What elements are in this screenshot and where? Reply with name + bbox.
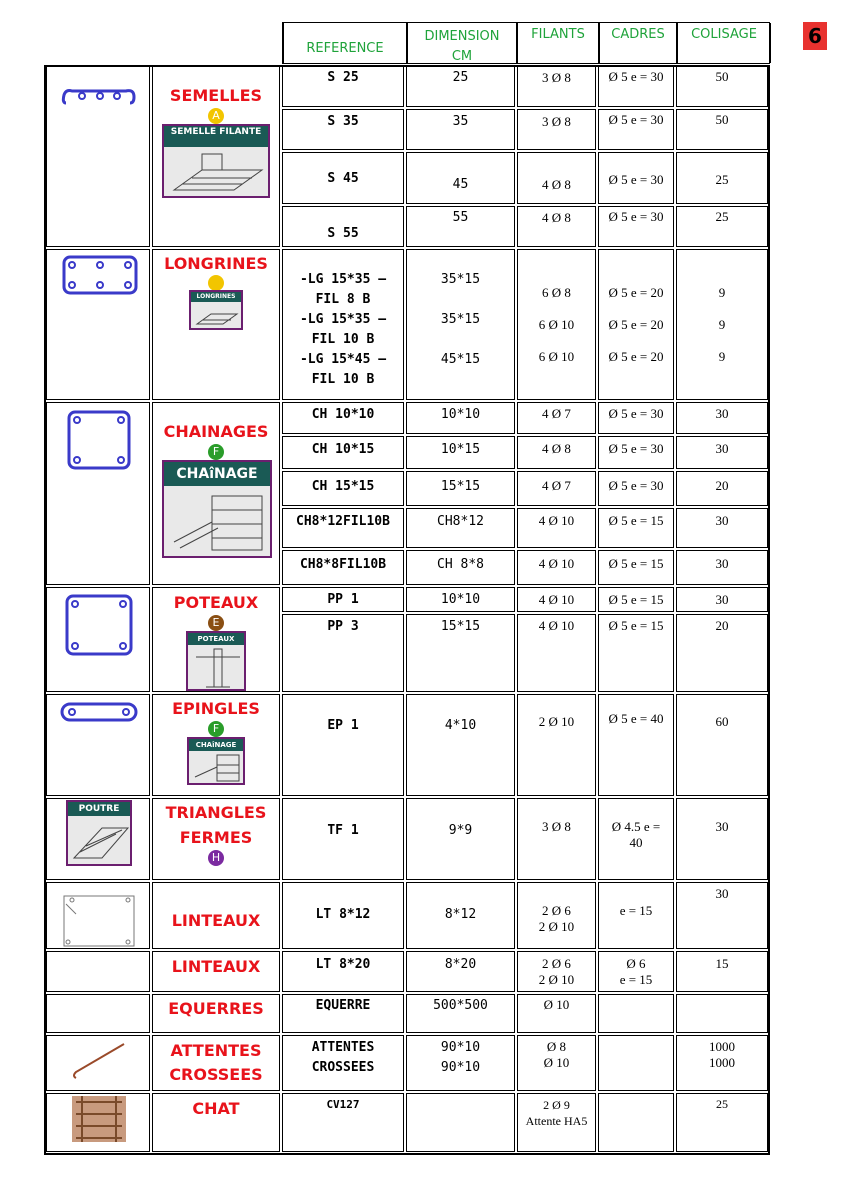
attentes-dim-1: 90*10 bbox=[440, 1060, 481, 1075]
ch88-cadres: Ø 5 e = 15 bbox=[608, 556, 664, 571]
lg-colisage-2: 9 bbox=[718, 349, 726, 364]
ch1515-colisage: 20 bbox=[715, 478, 729, 493]
poteau-icon bbox=[63, 592, 135, 658]
chat-photo-icon bbox=[72, 1096, 126, 1142]
ch1515-dim: 15*15 bbox=[440, 479, 481, 494]
lt820-filants-0: 2 Ø 6 bbox=[542, 956, 571, 971]
dim-cell bbox=[406, 1093, 515, 1152]
category-fermes: FERMES bbox=[179, 828, 253, 847]
lt820-filants-1: 2 Ø 10 bbox=[538, 972, 575, 987]
ch1010-ref: CH 10*10 bbox=[311, 407, 375, 422]
lg-filants-2: 6 Ø 10 bbox=[538, 349, 575, 364]
lt820-cadres-1: e = 15 bbox=[619, 972, 653, 987]
col-cell bbox=[676, 798, 768, 880]
fil-cell bbox=[517, 694, 596, 796]
category-attentes: ATTENTES bbox=[170, 1041, 262, 1060]
poteaux-thumbnail: POTEAUX bbox=[186, 631, 246, 691]
ch1010-filants: 4 Ø 7 bbox=[542, 406, 571, 421]
s55-dim: 55 bbox=[452, 210, 469, 225]
s25-cadres: Ø 5 e = 30 bbox=[608, 69, 664, 84]
ch88-filants: 4 Ø 10 bbox=[538, 556, 575, 571]
icon-cell bbox=[46, 994, 150, 1033]
pp1-dim: 10*10 bbox=[440, 592, 481, 607]
category-poteaux: POTEAUX bbox=[173, 593, 259, 612]
ch1015-colisage: 30 bbox=[715, 441, 729, 456]
longrine-icon bbox=[60, 253, 140, 297]
category-semelles: SEMELLES bbox=[169, 86, 263, 105]
col-cell bbox=[676, 994, 768, 1033]
pp3-colisage: 20 bbox=[715, 618, 729, 633]
linteau-icon bbox=[60, 892, 138, 950]
s35-dim: 35 bbox=[452, 114, 469, 129]
ch1015-cadres: Ø 5 e = 30 bbox=[608, 441, 664, 456]
cv127-colisage: 25 bbox=[716, 1097, 728, 1111]
lg-ref-5: FIL 10 B bbox=[311, 372, 375, 387]
badge-longrines bbox=[208, 275, 224, 291]
longrines-thumbnail: LONGRINES bbox=[189, 290, 243, 330]
s35-cadres: Ø 5 e = 30 bbox=[608, 112, 664, 127]
s45-cadres: Ø 5 e = 30 bbox=[608, 172, 664, 187]
tf1-colisage: 30 bbox=[715, 819, 729, 834]
header-dimension: DIMENSION CM bbox=[407, 23, 517, 63]
col-cell bbox=[676, 694, 768, 796]
ch1515-ref: CH 15*15 bbox=[311, 479, 375, 494]
s35-ref: S 35 bbox=[327, 114, 359, 129]
ch812-ref: CH8*12FIL10B bbox=[296, 514, 390, 529]
s25-filants: 3 Ø 8 bbox=[542, 70, 571, 85]
dim-cell bbox=[406, 694, 515, 796]
epingle-icon bbox=[58, 700, 140, 724]
s45-dim: 45 bbox=[452, 177, 469, 192]
equerre-filants: Ø 10 bbox=[543, 997, 570, 1012]
attentes-ref-0: ATTENTES bbox=[311, 1040, 375, 1055]
pp1-colisage: 30 bbox=[715, 592, 729, 607]
semelle-icon bbox=[60, 85, 138, 107]
ch1515-cadres: Ø 5 e = 30 bbox=[608, 478, 664, 493]
lg-ref-0: -LG 15*35 – bbox=[299, 272, 387, 287]
ep1-cadres: Ø 5 e = 40 bbox=[608, 711, 664, 726]
category-longrines: LONGRINES bbox=[164, 254, 268, 273]
lt820-colisage: 15 bbox=[715, 956, 729, 971]
s55-filants: 4 Ø 8 bbox=[542, 210, 571, 225]
ch1015-ref: CH 10*15 bbox=[311, 442, 375, 457]
ch812-filants: 4 Ø 10 bbox=[538, 513, 575, 528]
category-equerres: EQUERRES bbox=[168, 999, 264, 1018]
category-chainages: CHAINAGES bbox=[163, 422, 269, 441]
poutre-thumbnail: POUTRE bbox=[66, 800, 132, 866]
s45-ref: S 45 bbox=[327, 171, 359, 186]
tf1-cadres-0: Ø 4.5 e = bbox=[611, 819, 661, 834]
category-linteaux-1: LINTEAUX bbox=[171, 911, 261, 930]
ch1015-filants: 4 Ø 8 bbox=[542, 441, 571, 456]
pp1-cadres: Ø 5 e = 15 bbox=[608, 592, 664, 607]
equerre-ref: EQUERRE bbox=[315, 998, 371, 1013]
ch1515-filants: 4 Ø 7 bbox=[542, 478, 571, 493]
ch812-colisage: 30 bbox=[715, 513, 729, 528]
fil-cell bbox=[517, 798, 596, 880]
s25-colisage: 50 bbox=[715, 69, 729, 84]
ch88-ref: CH8*8FIL10B bbox=[299, 557, 387, 572]
s45-colisage: 25 bbox=[715, 172, 729, 187]
s25-ref: S 25 bbox=[327, 70, 359, 85]
attentes-dim-0: 90*10 bbox=[440, 1040, 481, 1055]
lg-dim-1: 35*15 bbox=[440, 312, 481, 327]
s55-colisage: 25 bbox=[715, 209, 729, 224]
tf1-dim: 9*9 bbox=[448, 823, 473, 838]
page-number: 6 bbox=[803, 22, 827, 50]
badge-f-epingles: F bbox=[208, 721, 224, 737]
category-triangles: TRIANGLES bbox=[165, 803, 267, 822]
header-cadres: CADRES bbox=[599, 23, 677, 63]
pp1-filants: 4 Ø 10 bbox=[538, 592, 575, 607]
lt812-filants-1: 2 Ø 10 bbox=[538, 919, 575, 934]
lg-ref-4: -LG 15*45 – bbox=[299, 352, 387, 367]
icon-cell bbox=[46, 951, 150, 992]
lg-colisage-1: 9 bbox=[718, 317, 726, 332]
lg-colisage-0: 9 bbox=[718, 285, 726, 300]
lt812-colisage: 30 bbox=[715, 886, 729, 901]
lg-cadres-0: Ø 5 e = 20 bbox=[608, 285, 664, 300]
lg-dim-0: 35*15 bbox=[440, 272, 481, 287]
attente-crossee-icon bbox=[70, 1040, 130, 1082]
ch1010-colisage: 30 bbox=[715, 406, 729, 421]
chainage-icon bbox=[65, 408, 133, 472]
ch1015-dim: 10*15 bbox=[440, 442, 481, 457]
ch88-colisage: 30 bbox=[715, 556, 729, 571]
ep1-ref: EP 1 bbox=[327, 718, 359, 733]
header-reference: REFERENCE bbox=[283, 23, 407, 63]
s55-ref: S 55 bbox=[327, 226, 359, 241]
attentes-filants-1: Ø 10 bbox=[543, 1055, 570, 1070]
category-linteaux-2: LINTEAUX bbox=[171, 957, 261, 976]
lg-ref-3: FIL 10 B bbox=[311, 332, 375, 347]
cv127-ref: CV127 bbox=[326, 1098, 360, 1111]
lg-cadres-2: Ø 5 e = 20 bbox=[608, 349, 664, 364]
pp1-ref: PP 1 bbox=[327, 592, 359, 607]
ch88-dim: CH 8*8 bbox=[437, 557, 484, 572]
s35-filants: 3 Ø 8 bbox=[542, 114, 571, 129]
ch1010-dim: 10*10 bbox=[440, 407, 481, 422]
lt820-cadres-0: Ø 6 bbox=[626, 956, 646, 971]
lt820-dim: 8*20 bbox=[444, 957, 477, 972]
ch812-dim: CH8*12 bbox=[437, 514, 484, 529]
badge-a: A bbox=[208, 108, 224, 124]
badge-e: E bbox=[208, 615, 224, 631]
header-colisage: COLISAGE bbox=[677, 23, 771, 63]
lg-cadres-1: Ø 5 e = 20 bbox=[608, 317, 664, 332]
epingles-thumbnail: CHAîNAGE bbox=[187, 737, 245, 785]
chainage-thumbnail: CHAîNAGE bbox=[162, 460, 272, 558]
lt820-ref: LT 8*20 bbox=[315, 957, 371, 972]
tf1-filants: 3 Ø 8 bbox=[542, 819, 571, 834]
pp3-dim: 15*15 bbox=[440, 619, 481, 634]
lg-filants-0: 6 Ø 8 bbox=[542, 285, 571, 300]
badge-h: H bbox=[208, 850, 224, 866]
badge-f: F bbox=[208, 444, 224, 460]
cad-cell bbox=[598, 1093, 674, 1152]
category-chat: CHAT bbox=[192, 1099, 240, 1118]
header-filants: FILANTS bbox=[517, 23, 599, 63]
lt812-dim: 8*12 bbox=[444, 907, 477, 922]
ep1-filants: 2 Ø 10 bbox=[538, 714, 575, 729]
attentes-ref-1: CROSSEES bbox=[311, 1060, 375, 1075]
s25-dim: 25 bbox=[452, 70, 469, 85]
category-epingles: EPINGLES bbox=[172, 699, 260, 718]
ref-cell bbox=[282, 694, 404, 796]
attentes-colisage-0: 1000 bbox=[709, 1039, 735, 1054]
lt812-filants-0: 2 Ø 6 bbox=[542, 903, 571, 918]
attentes-filants-0: Ø 8 bbox=[546, 1039, 567, 1054]
semelle-filante-thumbnail: SEMELLE FILANTE bbox=[162, 124, 270, 198]
s35-colisage: 50 bbox=[715, 112, 729, 127]
lt812-cadres: e = 15 bbox=[619, 903, 653, 918]
pp3-ref: PP 3 bbox=[327, 619, 359, 634]
attentes-colisage-1: 1000 bbox=[709, 1055, 735, 1070]
table-header bbox=[282, 22, 770, 64]
equerre-dim: 500*500 bbox=[433, 998, 488, 1013]
lg-ref-2: -LG 15*35 – bbox=[299, 312, 387, 327]
tf1-cadres-1: 40 bbox=[629, 835, 643, 850]
ch812-cadres: Ø 5 e = 15 bbox=[608, 513, 664, 528]
lg-dim-2: 45*15 bbox=[440, 352, 481, 367]
s55-cadres: Ø 5 e = 30 bbox=[608, 209, 664, 224]
ch1010-cadres: Ø 5 e = 30 bbox=[608, 406, 664, 421]
tf1-ref: TF 1 bbox=[327, 823, 359, 838]
pp3-cadres: Ø 5 e = 15 bbox=[608, 618, 664, 633]
cv127-filants-1: Attente HA5 bbox=[525, 1114, 588, 1128]
pp3-filants: 4 Ø 10 bbox=[538, 618, 575, 633]
ep1-colisage: 60 bbox=[715, 714, 729, 729]
s45-filants: 4 Ø 8 bbox=[542, 177, 571, 192]
cad-cell bbox=[598, 994, 674, 1033]
ep1-dim: 4*10 bbox=[444, 718, 477, 733]
lg-ref-1: FIL 8 B bbox=[315, 292, 371, 307]
lg-filants-1: 6 Ø 10 bbox=[538, 317, 575, 332]
cad-cell bbox=[598, 1035, 674, 1091]
lt812-ref: LT 8*12 bbox=[315, 907, 371, 922]
cv127-filants-0: 2 Ø 9 bbox=[543, 1098, 570, 1112]
category-crossees: CROSSEES bbox=[169, 1065, 263, 1084]
